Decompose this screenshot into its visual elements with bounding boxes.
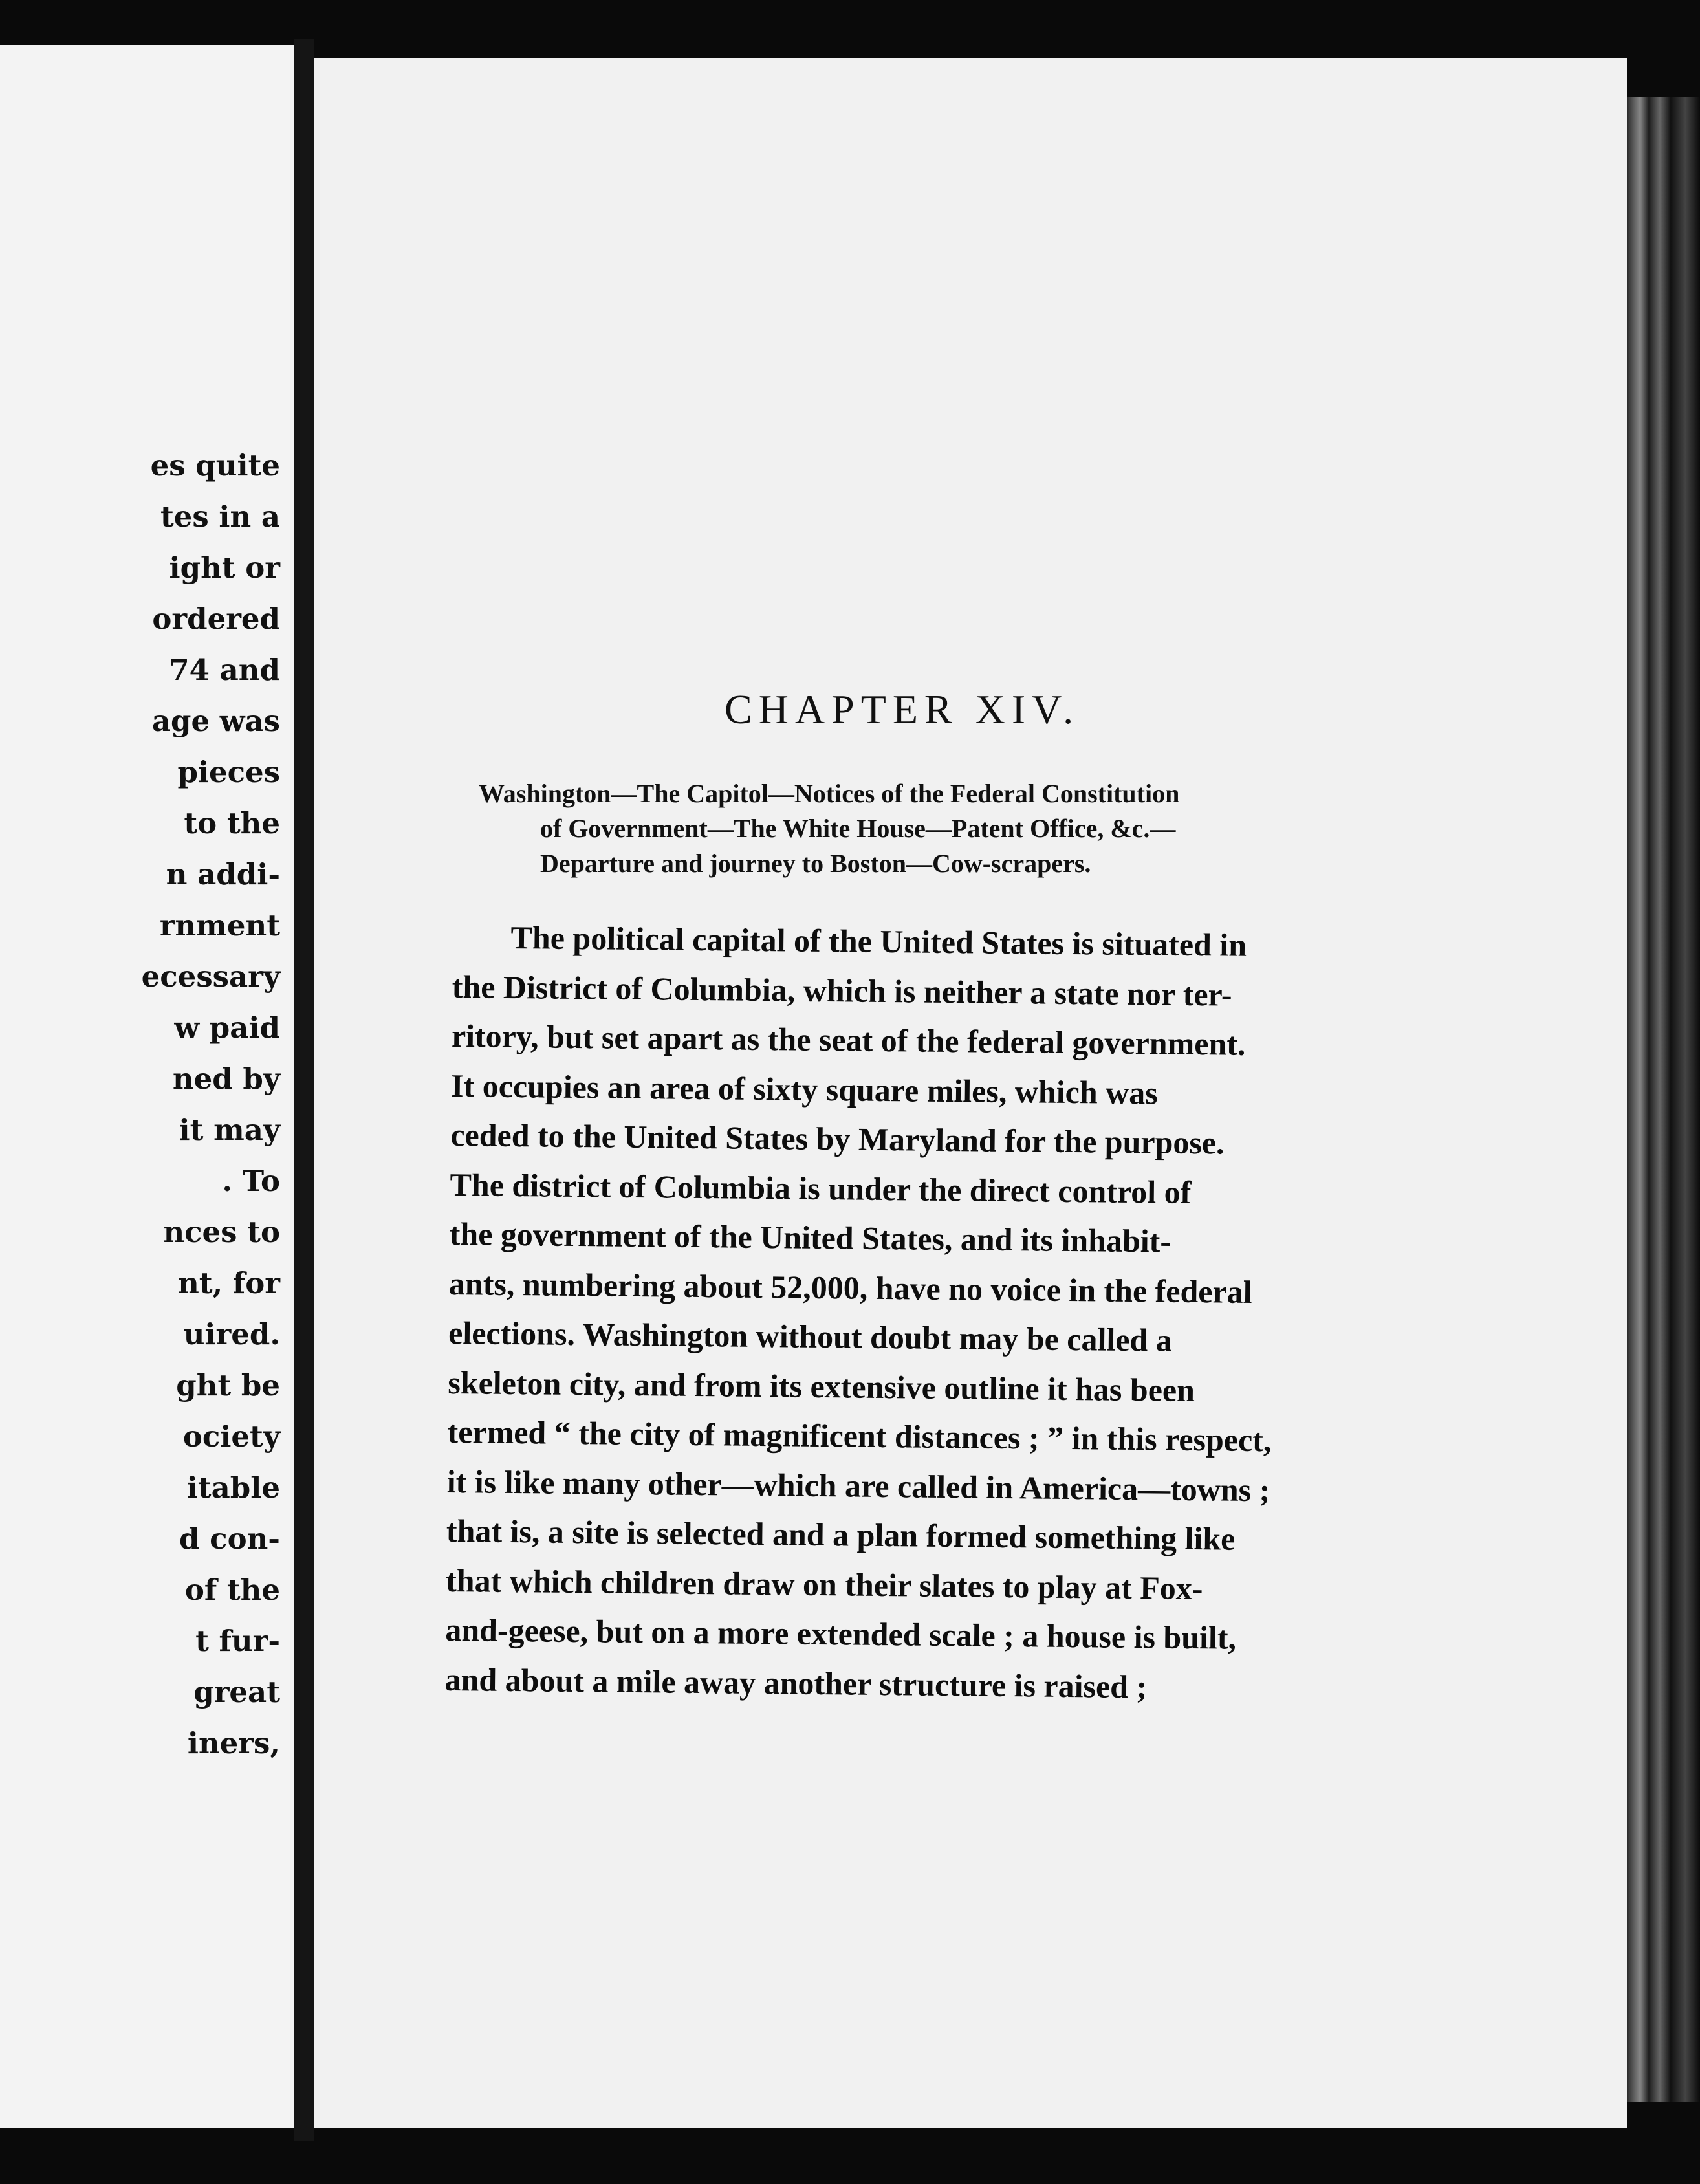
body-line: the government of the United States, and its inhabit- xyxy=(449,1215,1171,1260)
body-line: that which children draw on their slates to play at Fox- xyxy=(445,1562,1203,1606)
left-page-line: w paid xyxy=(174,1010,280,1045)
left-page-line: uired. xyxy=(183,1317,280,1351)
left-page-line: tes in a xyxy=(160,499,280,534)
left-page-line: . To xyxy=(222,1164,280,1198)
left-page-line: nt, for xyxy=(178,1266,280,1300)
body-line: that is, a site is selected and a plan formed something like xyxy=(446,1512,1236,1557)
left-page-line: great xyxy=(193,1675,280,1709)
body-line: ritory, but set apart as the seat of the federal government. xyxy=(451,1017,1246,1062)
chapter-summary xyxy=(479,776,1320,881)
body-line: ceded to the United States by Maryland for the purpose. xyxy=(450,1116,1225,1161)
summary-line: of Government—The White House—Patent Office, &c.— xyxy=(540,814,1176,843)
left-page-line: n addi- xyxy=(166,857,280,891)
left-page-line: ght be xyxy=(176,1368,280,1403)
body-line: and-geese, but on a more extended scale ; a house is built, xyxy=(445,1611,1237,1656)
left-page-line: pieces xyxy=(177,755,280,789)
left-facing-page xyxy=(0,45,301,2128)
body-line: ants, numbering about 52,000, have no voice in the federal xyxy=(448,1265,1252,1310)
summary-line: Departure and journey to Boston—Cow-scrapers. xyxy=(540,849,1091,878)
body-line: termed “ the city of magnificent distances ; ” in this respect, xyxy=(447,1413,1272,1459)
book-gutter xyxy=(294,39,314,2141)
left-page-line: es quite xyxy=(150,448,280,483)
left-page-line: nces to xyxy=(163,1215,280,1249)
left-page-line: ordered xyxy=(152,602,280,636)
left-page-line: ight or xyxy=(169,551,280,585)
left-page-line: ned by xyxy=(172,1062,280,1096)
left-page-line: age was xyxy=(151,704,280,738)
left-page-line: ociety xyxy=(182,1419,280,1454)
left-page-line: iners, xyxy=(187,1726,280,1760)
left-page-line: to the xyxy=(184,806,280,840)
left-page-line: t fur- xyxy=(195,1624,280,1658)
body-line: The political capital of the United States is situated in xyxy=(510,919,1247,963)
body-line: the District of Columbia, which is neither a state nor ter- xyxy=(452,968,1232,1013)
left-page-line: d con- xyxy=(179,1522,280,1556)
left-page-line: 74 and xyxy=(169,653,280,687)
left-page-line: ecessary xyxy=(141,959,280,994)
body-line: and about a mile away another structure is raised ; xyxy=(444,1661,1148,1705)
body-line: elections. Washington without doubt may be called a xyxy=(448,1314,1173,1359)
chapter-title: CHAPTER XIV. xyxy=(725,686,1080,732)
body-text xyxy=(444,912,1320,1713)
body-line: It occupies an area of sixty square miles, which was xyxy=(450,1067,1159,1111)
body-line: skeleton city, and from its extensive outline it has been xyxy=(448,1364,1195,1408)
body-line: it is like many other—which are called in America—towns ; xyxy=(446,1463,1270,1508)
left-page-line: itable xyxy=(186,1470,280,1505)
left-page-line: it may xyxy=(179,1113,280,1147)
left-page-text xyxy=(0,440,288,1769)
page-edges xyxy=(1627,97,1700,2102)
left-page-line: of the xyxy=(184,1573,280,1607)
body-line: The district of Columbia is under the direct control of xyxy=(450,1166,1192,1210)
summary-line: Washington—The Capitol—Notices of the Federal Constitution xyxy=(479,779,1180,808)
left-page-line: rnment xyxy=(159,908,280,943)
